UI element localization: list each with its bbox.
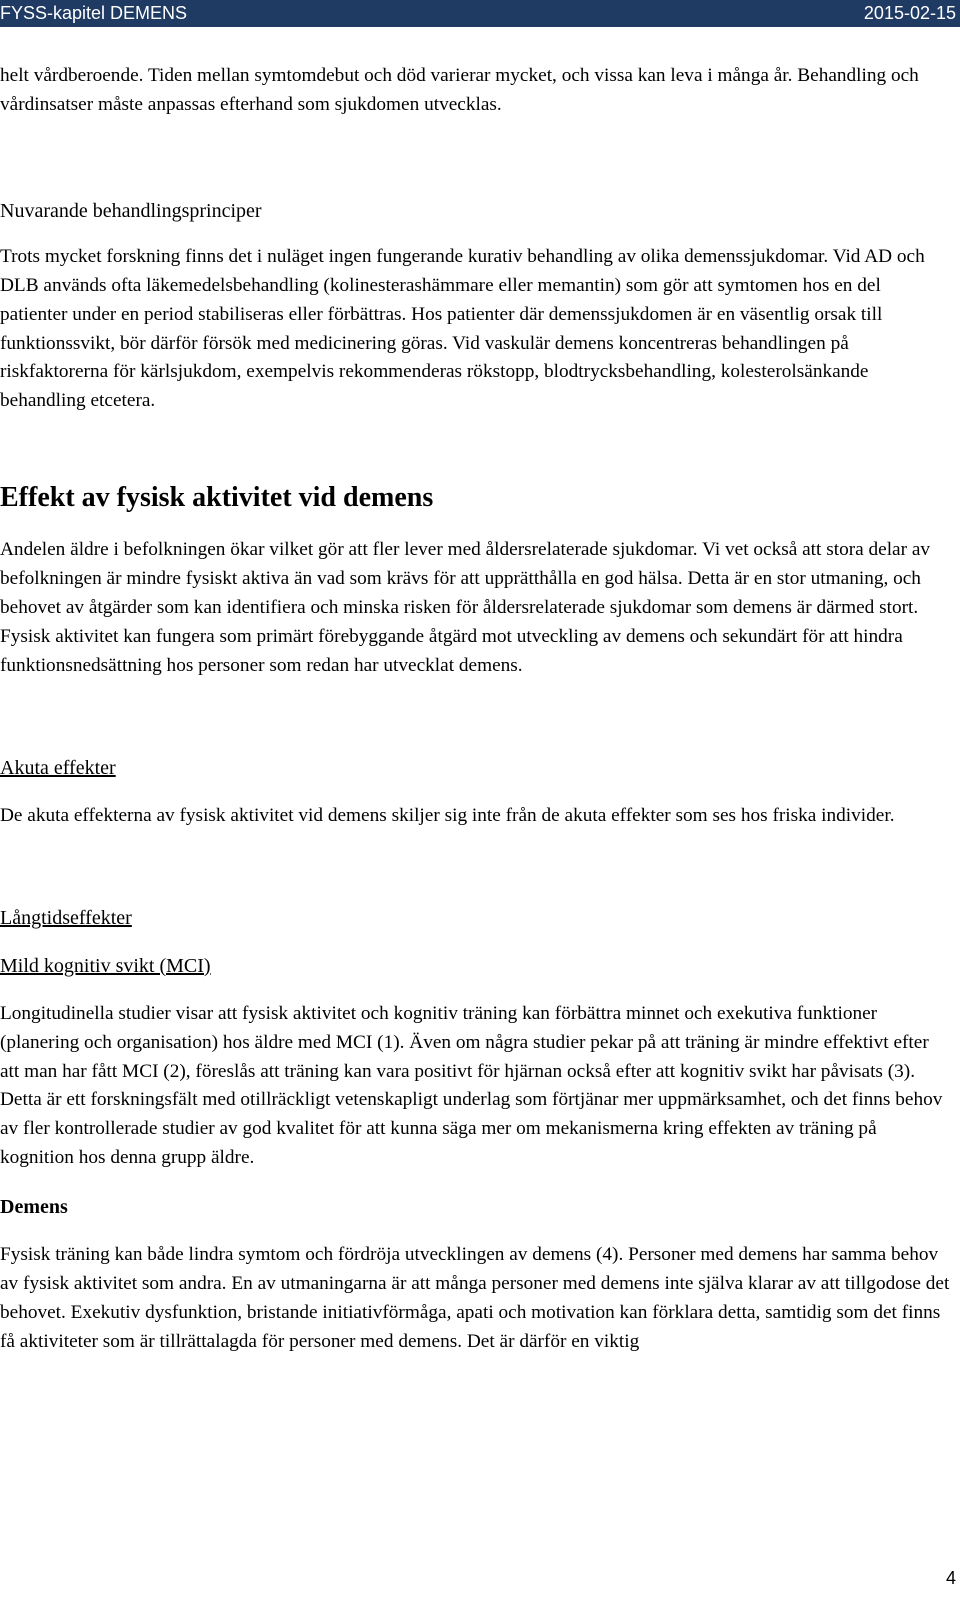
dementia-paragraph: Fysisk träning kan både lindra symtom och fördröja utvecklingen av demens (4). Personer med demens har samma behov av fysisk aktivitet som andra. En av utmaningarna är att många personer med demens inte själva klarar av att tillgodose det behovet. Exekutiv dysfunktion, bristande initiativförmåga, apati och motivation kan förklara detta, samtidig som det finns få aktiviteter som är tillrättalagda för personer med demens. Det är därför en viktig xyxy=(0,1244,950,1352)
document-date: 2015-02-15 xyxy=(863,3,956,23)
page-header xyxy=(0,0,960,27)
document-body xyxy=(0,62,952,1357)
page-number: 4 xyxy=(945,1568,956,1588)
heading-acute-effects: Akuta effekter xyxy=(0,756,116,779)
intro-paragraph: helt vårdberoende. Tiden mellan symtomdebut och död varierar mycket, och vissa kan leva i många år. Behandling och vårdinsatser måste anpassas efterhand som sjukdomen utvecklas. xyxy=(0,65,919,115)
acute-effects-paragraph: De akuta effekterna av fysisk aktivitet vid demens skiljer sig inte från de akuta effekter som ses hos friska individer. xyxy=(0,804,895,826)
heading-effect-of-physical-activity: Effekt av fysisk aktivitet vid demens xyxy=(0,482,434,514)
effect-paragraph: Andelen äldre i befolkningen ökar vilket gör att fler lever med åldersrelaterade sjukdomar. Vi vet också att stora delar av befolkningen är mindre fysiskt aktiva än vad som krävs för att upprätthålla en god hälsa. Detta är en stor utmaning, och behovet av åtgärder som kan identifiera och minska risken för åldersrelaterade sjukdomar som demens är därmed stort. Fysisk aktivitet kan fungera som primärt förebyggande åtgärd mot utveckling av demens och sekundärt för att hindra funktionsnedsättning hos personer som redan har utvecklat demens. xyxy=(0,539,931,676)
heading-long-term-effects: Långtidseffekter xyxy=(0,906,132,929)
heading-treatment-principles: Nuvarande behandlingsprinciper xyxy=(0,199,262,222)
heading-mci: Mild kognitiv svikt (MCI) xyxy=(0,954,211,977)
treatment-principles-paragraph: Trots mycket forskning finns det i nuläget ingen fungerande kurativ behandling av olika demenssjukdomar. Vid AD och DLB används ofta läkemedelsbehandling (kolinesterashämmare eller memantin) som gör att symtomen hos en del patienter under en period stabiliseras eller förbättras. Hos patienter där demenssjukdomen är en väsentlig orsak till funktionssvikt, bör därför försök med medicinering göras. Vid vaskulär demens koncentreras behandlingen på riskfaktorerna för kärlsjukdom, exempelvis rekommenderas rökstopp, blodtrycksbehandling, kolesterolsänkande behandling etcetera. xyxy=(0,245,925,412)
heading-dementia: Demens xyxy=(0,1196,68,1219)
mci-paragraph: Longitudinella studier visar att fysisk aktivitet och kognitiv träning kan förbättra minnet och exekutiva funktioner (planering och organisation) hos äldre med MCI (1). Även om några studier pekar på att träning är mindre effektivt efter att man har fått MCI (2), föreslås att träning kan vara positivt för hjärnan också efter att kognitiv svikt har påvisats (3). Detta är ett forskningsfält med otillräckligt vetenskapligt underlag som förtjänar mer uppmärksamhet, och det finns behov av fler kontrollerade studier av god kvalitet för att kunna säga mer om mekanismerna kring effekten av träning på kognition hos denna grupp äldre. xyxy=(0,1002,943,1169)
document-title: FYSS-kapitel DEMENS xyxy=(0,3,188,23)
